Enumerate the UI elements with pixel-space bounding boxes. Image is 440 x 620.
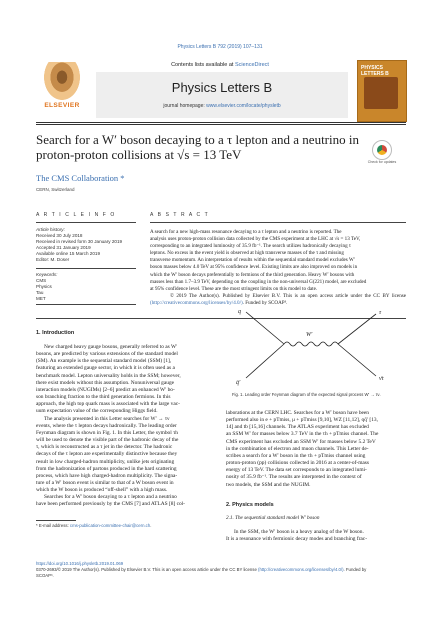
abstract-line: masses less than 1.7–3.9 TeV, depending on the coupling in the non-universal G(221) model, are excluded — [150, 278, 367, 285]
journal-reference[interactable]: Physics Letters B 792 (2019) 107–131 — [177, 44, 263, 50]
text-line: process, which have high charged-hadron multiplicity. The signa- — [36, 472, 178, 479]
homepage-link[interactable]: www.elsevier.com/locate/physletb — [206, 103, 281, 109]
contents-line — [120, 62, 320, 68]
license-scoap: SCOAP³. — [36, 573, 54, 579]
doi-link[interactable]: https://doi.org/10.1016/j.physletb.2019.01.069 — [36, 561, 124, 566]
author-collaboration[interactable]: The CMS Collaboration * — [36, 173, 125, 183]
keyword: Tau — [36, 290, 44, 295]
text-line: approach, the high top quark mass is associated with the large vac- — [36, 401, 180, 408]
article-info-rule — [36, 222, 136, 223]
keywords — [36, 272, 146, 302]
section-heading-physics-models: 2. Physics models — [226, 502, 274, 508]
label-q: q — [238, 309, 241, 315]
w-prime-propagator — [284, 342, 338, 346]
publisher-name: ELSEVIER — [44, 102, 80, 109]
history-item: Received in revised form 30 January 2019 — [36, 239, 123, 244]
section-heading-introduction: 1. Introduction — [36, 330, 75, 336]
text-line: New charged heavy gauge bosons, generally referred to as W′ — [44, 344, 178, 350]
keywords-bottom-rule — [36, 304, 136, 305]
text-line: scribes a search for a W′ boson in the τh + pTmiss channel using — [226, 452, 366, 459]
header-rule — [36, 122, 406, 123]
history-item: Received 30 July 2018 — [36, 233, 83, 238]
abstract-line: leptons. No excess in the event yield is observed at high transverse masses of the τ and missing — [150, 250, 344, 257]
abstract-line: A search for a new high-mass resonance decaying to a τ lepton and a neutrino is reported. The — [150, 229, 342, 235]
check-updates-icon[interactable] — [372, 140, 392, 160]
ssm-body — [226, 529, 406, 543]
abstract-line: which the W′ boson decays preferentially to fermions of the third generation. Heavy W′ bosons with — [150, 271, 355, 278]
abstract-line: analysis uses proton-proton collision data collected by the CMS experiment at the LHC at √s = 13 TeV, — [150, 236, 361, 243]
license-line: 0370-2693/© 2019 The Author(s). Published by Elsevier B.V. This is an open access article under the CC BY license (http://creativecommons.org/licenses/by/4.0/). Funded by — [36, 567, 367, 573]
abstract-body — [150, 229, 406, 307]
elsevier-tree-icon — [44, 62, 80, 100]
history-label: Article history: — [36, 227, 65, 232]
text-line: It is a resonance with fermionic decay modes and branching frac- — [226, 536, 367, 543]
journal-cover — [357, 60, 407, 122]
feynman-diagram — [226, 304, 396, 386]
text-line: featuring an extended gauge sector, in which it is often used as a — [36, 365, 175, 372]
abstract-line: corresponding to an integrated luminosity of 35.9 fb⁻¹. The search utilizes hadronically decaying τ — [150, 243, 351, 250]
license-link-bottom[interactable]: (http://creativecommons.org/licenses/by/4.0/) — [258, 567, 344, 573]
text-line: there exist models without this assumption. Nonuniversal gauge — [36, 379, 175, 386]
abstract-heading: A B S T R A C T — [150, 212, 210, 218]
label-w-prime: W′ — [306, 332, 313, 338]
text-line: decays of the τ lepton are experimentally distinctive because they — [36, 451, 178, 458]
quark-line-q — [246, 312, 284, 344]
text-line: an SSM W′ for masses below 3.7 TeV in the τh + pTmiss channel. The — [226, 431, 379, 438]
text-line: from the hadronization of partons produced in the hard scattering — [36, 465, 177, 472]
affiliation: CERN, Switzerland — [36, 187, 75, 192]
subsection-heading-ssm: 2.1. The sequential standard model W′ boson — [226, 515, 320, 521]
introduction-body — [36, 344, 212, 509]
text-line: Feynman diagram is shown in Fig. 1. In this Letter, the symbol τh — [36, 429, 178, 436]
paper-title — [36, 132, 366, 162]
abstract-line: transverse momentum. An interpretation of results within the sequential standard model excludes W′ — [150, 257, 355, 264]
sciencedirect-link[interactable]: ScienceDirect — [234, 62, 269, 68]
text-line: 14] and tb [15,16] channels. The ATLAS experiment has excluded — [226, 424, 369, 431]
text-line: which the W boson is produced “off-shell” with a high mass. — [36, 487, 168, 494]
figure-caption: Fig. 1. Leading order Feynman diagram of the expected signal process W′ → τν. — [232, 392, 381, 397]
article-history — [36, 227, 146, 263]
keywords-rule — [36, 268, 136, 269]
text-line: (SM). An example is the sequential standard model (SSM) [1], — [36, 358, 172, 365]
journal-banner — [96, 72, 348, 118]
text-line: nosity of 35.9 fb⁻¹. The results are interpreted in the context of — [226, 474, 362, 481]
title-line-2: proton-proton collisions at √s = 13 TeV — [36, 147, 242, 162]
keyword: CMS — [36, 278, 47, 283]
text-line: have been performed previously by the CMS [7] and ATLAS [8] col- — [36, 501, 185, 508]
tau-line — [338, 314, 376, 344]
text-line: bosons, are predicted by various extensions of the standard model — [36, 351, 178, 358]
text-line: son branching fraction to the third generation fermions. In this — [36, 394, 171, 401]
text-line: events, where the τ lepton decays hadronically. The leading order — [36, 422, 177, 429]
text-line: ture of a W′ boson event is similar to that of a W boson event in — [36, 479, 174, 486]
footnote: * E-mail address: cms-publication-committee-chair@cern.ch. — [36, 523, 152, 528]
footnote-rule — [36, 520, 76, 521]
keywords-label: Keywords: — [36, 272, 58, 277]
text-line: benchmark model. Lepton universality holds in the SSM; however, — [36, 372, 181, 379]
label-tau: τ — [379, 310, 382, 316]
history-item: Available online 15 March 2019 — [36, 251, 101, 256]
text-line: Searches for a W′ boson decaying to a τ lepton and a neutrino — [44, 494, 177, 501]
article-info-heading: A R T I C L E I N F O — [36, 212, 116, 218]
label-nu: ν̄τ — [379, 376, 384, 382]
text-line: energy of 13 TeV. The data set corresponds to an integrated lumi- — [226, 467, 367, 474]
text-line: will be used to denote the visible part of the hadronic decay of the — [36, 437, 179, 444]
journal-title: Physics Letters B — [171, 80, 273, 95]
text-line: result in low charged-hadron multiplicity, unlike jets originating — [36, 458, 175, 465]
text-line: laborations at the CERN LHC. Searches for a W′ boson have been — [226, 410, 369, 416]
abstract-copyright: © 2019 The Author(s). Published by Elsevier B.V. This is an open access article under the CC BY license (http://creativecommons.org/licenses/by/4.0/). Funded by SCOAP³. — [150, 292, 406, 306]
check-updates-label[interactable]: Check for updates — [367, 160, 397, 164]
text-line: in the combination of electron and muon channels. This Letter de- — [226, 445, 369, 452]
text-line: In the SSM, the W′ boson is a heavy analog of the W boson. — [234, 529, 364, 535]
contents-prefix: Contents lists available at — [171, 62, 235, 68]
history-item: Accepted 31 January 2019 — [36, 245, 91, 250]
text-line: The analysis presented in this Letter searches for W′ → τν — [44, 415, 170, 422]
text-line: proton-proton (pp) collisions collected in 2016 at a center-of-mass — [226, 460, 370, 467]
title-line-1: Search for a W′ boson decaying to a τ lepton and a neutrino in — [36, 132, 359, 147]
header-rule-thin — [36, 124, 406, 125]
journal-homepage: journal homepage: www.elsevier.com/locate/physletb — [163, 103, 281, 109]
abstract-line: at 95% confidence level. These are the most stringent limits on this model to date. — [150, 285, 318, 292]
abstract-rule — [150, 222, 406, 223]
text-line: interaction models (NUGIMs) [2–6] predict an enhanced W′ bo- — [36, 386, 175, 393]
text-line: uum expectation value of the corresponding Higgs field. — [36, 408, 158, 415]
history-item: Editor: M. Doser — [36, 257, 70, 262]
neutrino-line — [338, 344, 376, 376]
cover-graphic — [364, 77, 398, 109]
right-column-body — [226, 410, 406, 489]
license-link[interactable]: (http://creativecommons.org/licenses/by/4.0/) — [150, 299, 243, 306]
text-line: performed also in e + pTmiss, μ + pTmiss [9,10], WZ [11,12], qq̄′ [13, — [226, 417, 378, 424]
email-link[interactable]: cms-publication-committee-chair@cern.ch — [69, 523, 151, 528]
keyword: Physics — [36, 284, 52, 289]
text-line: two models, the SSM and the NUGIM. — [226, 481, 311, 488]
cover-title: PHYSICS LETTERS B — [361, 65, 389, 77]
text-line: τ, which is reconstructed as a τ jet in the detector. The hadronic — [36, 444, 173, 451]
page-bottom — [36, 561, 406, 580]
keyword: MET — [36, 296, 46, 301]
text-line: CMS experiment has excluded an SSM W′ for masses below 5.2 TeV — [226, 438, 376, 445]
elsevier-logo — [36, 60, 88, 112]
abstract-line: boson masses below 4.0 TeV at 95% confidence level. Existing limits are also improved on models in — [150, 264, 358, 271]
quark-line-qbar — [246, 344, 284, 378]
label-qbar: q̄′ — [236, 380, 241, 386]
